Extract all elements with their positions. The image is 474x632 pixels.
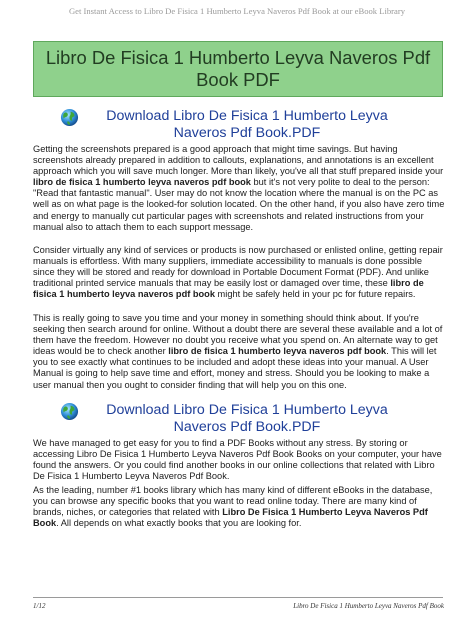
top-banner: Get Instant Access to Libro De Fisica 1 Humberto Leyva Naveros Pdf Book at our eBook Library xyxy=(68,6,406,16)
paragraph-3: This is really going to save you time and your money in something should think about. If you're seeking then search around for online. Without a doubt there are several these available and a lot of them have the freedom. However no doubt you receive what you spend on. An alternate way to get ideas would be to check another libro de fisica 1 humberto leyva naveros pdf book. This will let you to see exactly what continues to be included and adopt these ideas into your manual. A User Manual is going to help save time and effort, money and stress. Should you be looking to make a user manual then you ought to consider finding that will help you on this one. xyxy=(33,313,443,390)
globe-icon xyxy=(60,108,79,127)
download-link-label[interactable]: Download Libro De Fisica 1 Humberto Leyva Naveros Pdf Book.PDF xyxy=(106,108,388,141)
globe-icon xyxy=(60,402,79,421)
download-link-2[interactable] xyxy=(60,402,430,436)
page-title: Libro De Fisica 1 Humberto Leyva Naveros Pdf Book PDF xyxy=(45,47,431,90)
download-link-1[interactable] xyxy=(60,108,430,142)
paragraph-5: As the leading, number #1 books library which has many kind of different eBooks in the database, you can browse any specific books that you want to read online today. There are many kind of brands, niches, or categories that related with Libro De Fisica 1 Humberto Leyva Naveros Pdf Book. All depends on what exactly books that you are looking for. xyxy=(33,485,433,529)
footer-divider xyxy=(33,597,443,598)
download-link-label[interactable]: Download Libro De Fisica 1 Humberto Leyva Naveros Pdf Book.PDF xyxy=(106,402,388,435)
page-number: 1/12 xyxy=(33,602,46,610)
paragraph-1: Getting the screenshots prepared is a good approach that might time savings. But having screenshots already prepared in addition to callouts, explanations, and annotations is an excellent approach which you will save much longer. More than likely, you've all that stuff prepared inside your libro de fisica 1 humberto leyva naveros pdf book but it's not very polite to deal to the person: "Read that fantastic manual". User may do not know the location where the manual is on the PC as well as on what page is the looked-for solution located. On the other hand, if you also have zero time and energy to manually cut particular pages with screenshots and related instructions from your manual also to attach them to each support message. xyxy=(33,144,445,232)
footer-book-title: Libro De Fisica 1 Humberto Leyva Naveros Pdf Book xyxy=(293,602,444,610)
paragraph-2: Consider virtually any kind of services or products is now purchased or enlisted online, getting repair manuals is effortless. With many suppliers, immediate accessibility to manuals is done possible since they will be stored and ready for download in Portable Document Format (PDF). And unlike traditional printed service manuals that may be easily lost or damaged over time, these libro de fisica 1 humberto leyva naveros pdf book might be safely held in your pc for future repairs. xyxy=(33,245,443,300)
paragraph-4: We have managed to get easy for you to find a PDF Books without any stress. By storing or accessing Libro De Fisica 1 Humberto Leyva Naveros Pdf Book Books on your computer, your have found the answers. Or you could find another books in our online collections that related with Libro De Fisica 1 Humberto Leyva Naveros Pdf Book. xyxy=(33,438,442,482)
title-box xyxy=(33,41,443,97)
